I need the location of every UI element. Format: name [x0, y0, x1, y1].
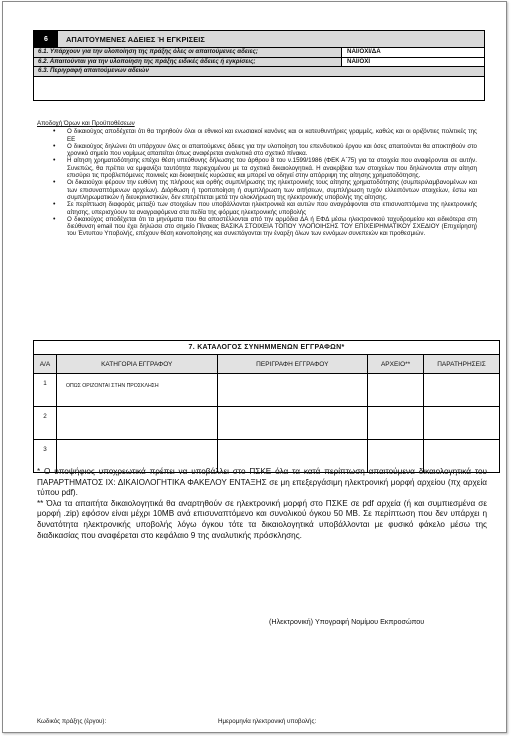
file-cell[interactable] [368, 407, 424, 440]
question-row-6-1 [34, 48, 484, 58]
col-header-aa: Α/Α [34, 355, 57, 374]
row-number: 1 [34, 374, 57, 407]
bullet-icon: • [53, 128, 56, 136]
table-row [34, 374, 500, 407]
terms-item [53, 179, 477, 201]
category-cell[interactable] [56, 407, 217, 440]
table-row [34, 407, 500, 440]
bullet-icon: • [53, 142, 56, 150]
section-6-table [33, 30, 485, 101]
terms-item-text: Οι δικαιούχοι φέρουν την ευθύνη της πλήρους και ορθής συμπλήρωσης της ηλεκτρονικής τους αίτησης χρηματοδότησης (συμπεριλαμβανομένων και των επισυναπτόμενων αρχείων). Διόρθωση ή τροποποίηση ή συμπλήρωση των αιτήσεων, συμπλήρωση τυχόν ελλειπόντων στοιχείων, έστω και συμπληρωματικών ή διευκρινιστικών, δεν επιτρέπεται μετά την ολοκλήρωση της ηλεκτρονικής υποβολής της αίτησης. [67, 179, 477, 201]
question-label: 6.2. Απαιτούνται για την υλοποίηση της πράξης ειδικές άδειες ή εγκρίσεις; [34, 58, 342, 67]
table-header-row [34, 355, 500, 374]
bullet-icon: • [53, 157, 56, 165]
terms-list [37, 128, 477, 237]
category-cell[interactable]: ΟΠΩΣ ΟΡΙΖΟΝΤΑΙ ΣΤΗΝ ΠΡΟΣΚΛΗΣΗ [56, 374, 217, 407]
section-title: ΑΠΑΙΤΟΥΜΕΝΕΣ ΑΔΕΙΕΣ Ή ΕΓΚΡΙΣΕΙΣ [58, 31, 484, 47]
question-row-6-3: 6.3. Περιγραφή απαιτούμενων αδειών [34, 67, 484, 77]
bullet-icon: • [53, 215, 56, 223]
signature-label: (Ηλεκτρονική) Υπογραφή Νομίμου Εκπροσώπου [269, 617, 425, 626]
document-page [2, 1, 507, 733]
permits-description-field[interactable] [34, 77, 484, 100]
terms-item-text: Ο δικαιούχος αποδέχεται ότι τα μηνύματα που θα αποστέλλονται από την αρμόδια ΔΑ ή ΕΦΔ μέσω ηλεκτρονικού ταχυδρομείου και ειδικότερα στη διεύθυνση email που έχει δηλώσει στο σημείο Πίνακας ΒΑΣΙΚΑ ΣΤΟΙΧΕΙΑ ΤΟΠΟΥ ΥΛΟΠΟΙΗΣΗΣ ΤΟΥ ΕΠΙΧΕΙΡΗΜΑΤΙΚΟΥ ΣΧΕΔΙΟΥ (Επιχείρηση) του Έντυπου Υποβολής, επέχουν θέση κοινοποίησης και συνεπάγονται την έναρξη όλων των εννόμων συνεπειών και προθεσμιών. [67, 215, 477, 238]
answer-field[interactable]: ΝΑΙ/ΟΧΙ [347, 57, 371, 65]
col-header-file: ΑΡΧΕΙΟ** [368, 355, 424, 374]
row-number: 3 [34, 440, 57, 473]
attachments-table [33, 340, 500, 473]
terms-item [53, 215, 477, 238]
col-header-remarks: ΠΑΡΑΤΗΡΗΣΕΙΣ [424, 355, 500, 374]
remarks-cell[interactable] [424, 374, 500, 407]
terms-item-text: Η αίτηση χρηματοδότησης επέχει θέση υπεύθυνης δήλωσης του άρθρου 8 του ν.1599/1986 (ΦΕΚ Α΄75) για τα στοιχεία που αναφέρονται σε αυτήν. Συνεπώς, θα πρέπει να εμφανίζει ταυτότητα περιεχομένου με τα σχετικά δικαιολογητικά. Η ανακρίβεια των στοιχείων που δηλώνονται στην αίτηση επισύρει τις προβλεπόμενες ποινικές και διοικητικές κυρώσεις και μπορεί να οδηγεί στην απόρριψη της αίτησης χρηματοδότησης. [67, 157, 477, 180]
file-cell[interactable] [368, 374, 424, 407]
terms-item [53, 201, 477, 216]
remarks-cell[interactable] [424, 407, 500, 440]
question-label: 6.1. Υπάρχουν για την υλοποίηση της πράξης όλες οι απαιτούμενες αδειες; [34, 48, 342, 57]
notes-section [37, 467, 487, 541]
terms-item-text: Σε περίπτωση διαφοράς μεταξύ των στοιχείων που υποβάλλονται ηλεκτρονικά και αυτών που αναγράφονται στα επισυναπτόμενα της ηλεκτρονικής αίτησης, υπερισχύουν τα αναγραφόμενα στα πεδία της φόρμας ηλεκτρονικής υποβολής [67, 201, 477, 216]
note-2: ** Όλα τα απαιτήτα δικαιολογητικά θα αναρτηθούν σε ηλεκτρονική μορφή στο ΠΣΚΕ σε pdf αρχεία (ή και συμπιεσμένα σε μορφή .zip) εφόσον είναι μέχρι 10MB ανά επισυναπτόμενο και συνολικού όγκου 50 MB. Σε περίπτωση που δεν υπάρχει η δυνατότητα ηλεκτρονικής υποβολής λόγω όγκου τότε τα δικαιολογητικά υποβάλλονται με φυσικό φάκελο μέσω της διαδικασίας που αναφέρεται στο κεφάλαιο 9 της αναλυτικής πρόσκλησης. [37, 498, 487, 540]
bullet-icon: • [53, 179, 56, 187]
note-1: * Ο υποψήφιος υποχρεωτικά πρέπει να υποβάλλει στο ΠΣΚΕ όλα τα κατά περίπτωση απαιτούμενα δικαιολογητικά του ΠΑΡΑΡΤΗΜΑΤΟΣ ΙΧ: ΔΙΚΑΙΟΛΟΓΗΤΙΚΑ ΦΑΚΕΛΟΥ ΕΝΤΑΞΗΣ σε μη επεξεργάσιμη ηλεκτρονική μορφή αρχείου (πχ αρχεία τύπου pdf). [37, 467, 487, 498]
terms-item [53, 142, 477, 158]
section-number: 6 [34, 31, 58, 47]
question-row-6-2 [34, 58, 484, 68]
section-6-header [34, 31, 484, 48]
submission-date-label: Ημερομηνία ηλεκτρονική υποβολής: [218, 718, 317, 725]
row-number: 2 [34, 407, 57, 440]
col-header-description: ΠΕΡΙΓΡΑΦΗ ΕΓΓΡΑΦΟΥ [217, 355, 368, 374]
col-header-category: ΚΑΤΗΓΟΡΙΑ ΕΓΓΡΑΦΟΥ [56, 355, 217, 374]
description-cell[interactable] [217, 407, 368, 440]
answer-field[interactable]: ΝΑΙ/ΟΧΙ/ΔΑ [347, 48, 381, 55]
terms-item-text: Ο δικαιούχος αποδέχεται ότι θα τηρηθούν όλοι οι εθνικοί και ενωσιακοί κανόνες και οι κατευθυντήριες γραμμές, καθώς και οι οριζόντιες πολιτικές της ΕΕ [67, 128, 477, 143]
terms-item [53, 128, 477, 143]
bullet-icon: • [53, 201, 56, 209]
project-code-label: Κωδικός πράξης (έργου): [37, 718, 107, 725]
terms-section [37, 120, 477, 238]
terms-item-text: Ο δικαιούχος δηλώνει ότι υπάρχουν όλες οι απαιτούμενες άδειες για την υλοποίηση του επενδυτικού έργου και όσες απαιτούνται θα αποκτηθούν στο χρονικό σημείο που νομίμως απαιτείται όπως αναφέρεται αναλυτικά στο σχετικό πίνακα. [67, 142, 477, 158]
attachments-title: 7. ΚΑΤΑΛΟΓΟΣ ΣΥΝΗΜΜΕΝΩΝ ΕΓΓΡΑΦΩΝ* [34, 341, 500, 355]
terms-heading: Αποδοχή Όρων και Προϋποθέσεων [37, 120, 135, 127]
description-cell[interactable] [217, 374, 368, 407]
terms-item [53, 157, 477, 180]
